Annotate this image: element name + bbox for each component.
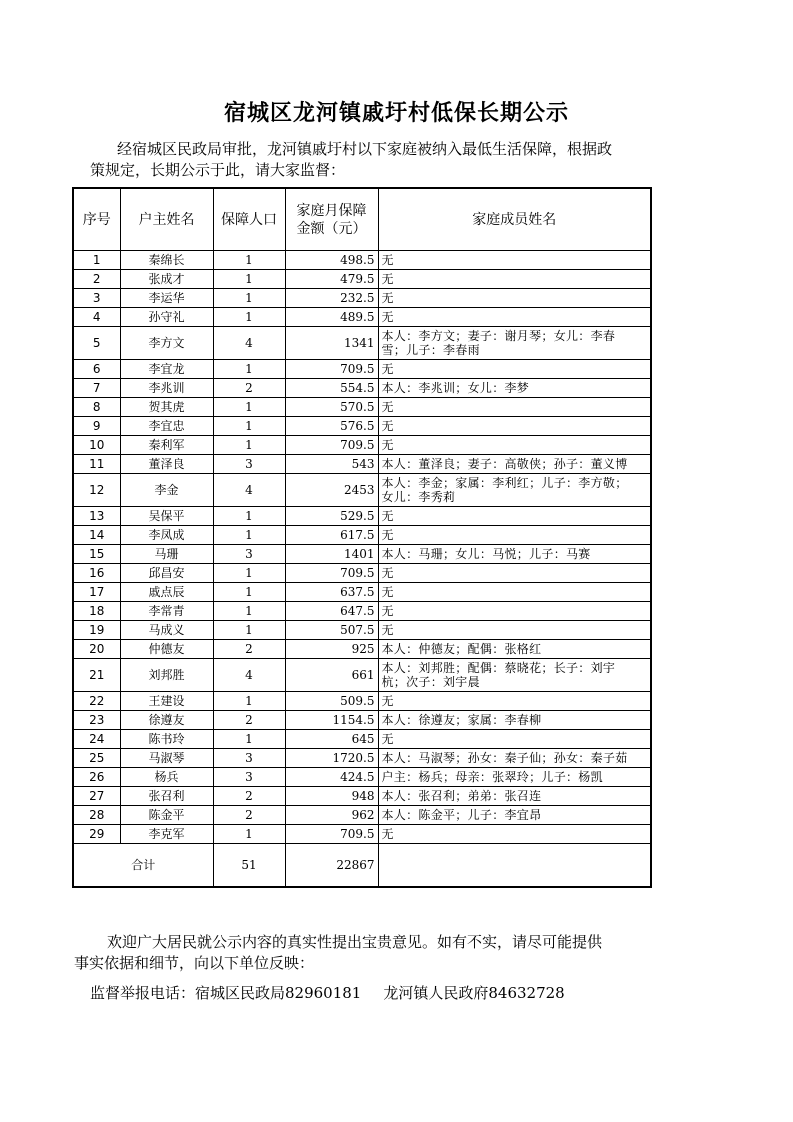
row-head-name: 刘邦胜 xyxy=(120,659,213,692)
row-members xyxy=(378,602,651,621)
row-amount: 479.5 xyxy=(285,270,378,289)
row-members xyxy=(378,787,651,806)
header-amount-line-1: 家庭月保障 xyxy=(296,202,367,219)
row-index: 8 xyxy=(73,398,120,417)
header-amount-line-2: 金额（元） xyxy=(296,220,367,237)
total-amount: 22867 xyxy=(285,844,378,888)
row-index: 21 xyxy=(73,659,120,692)
page-title: 宿城区龙河镇戚圩村低保长期公示 xyxy=(223,100,569,126)
row-members-line-1: 无 xyxy=(381,694,394,708)
row-amount: 1341 xyxy=(285,327,378,360)
row-count: 4 xyxy=(213,327,285,360)
row-index: 23 xyxy=(73,711,120,730)
row-index: 22 xyxy=(73,692,120,711)
row-members xyxy=(378,327,651,360)
row-members xyxy=(378,379,651,398)
row-head-name: 邱昌安 xyxy=(120,564,213,583)
row-head-name: 仲德友 xyxy=(120,640,213,659)
table-row xyxy=(73,564,651,583)
row-head-name: 贺其虎 xyxy=(120,398,213,417)
row-index: 12 xyxy=(73,474,120,507)
total-members-empty xyxy=(378,844,651,888)
row-head-name: 李金 xyxy=(120,474,213,507)
row-amount: 576.5 xyxy=(285,417,378,436)
row-count: 1 xyxy=(213,526,285,545)
table-row xyxy=(73,730,651,749)
row-members xyxy=(378,289,651,308)
header-index: 序号 xyxy=(73,188,120,251)
row-members-line-2: 杭；次子：刘宇晨 xyxy=(381,675,480,689)
intro-paragraph xyxy=(90,139,660,181)
table-row xyxy=(73,455,651,474)
row-head-name: 马成义 xyxy=(120,621,213,640)
row-members-line-1: 本人：马淑琴；孙女：秦子仙；孙女：秦子茹 xyxy=(381,751,628,765)
row-members-line-1: 本人：马珊；女儿：马悦；儿子：马赛 xyxy=(381,547,591,561)
row-count: 3 xyxy=(213,455,285,474)
row-amount: 1401 xyxy=(285,545,378,564)
intro-line-1: 经宿城区民政局审批，龙河镇戚圩村以下家庭被纳入最低生活保障，根据政 xyxy=(117,140,613,158)
row-amount: 489.5 xyxy=(285,308,378,327)
table-row xyxy=(73,825,651,844)
row-amount: 637.5 xyxy=(285,583,378,602)
row-index: 14 xyxy=(73,526,120,545)
table-row xyxy=(73,360,651,379)
row-count: 1 xyxy=(213,730,285,749)
row-head-name: 李宜龙 xyxy=(120,360,213,379)
table-row xyxy=(73,749,651,768)
row-amount: 709.5 xyxy=(285,564,378,583)
row-index: 3 xyxy=(73,289,120,308)
row-members-line-1: 无 xyxy=(381,509,394,523)
row-members-line-1: 无 xyxy=(381,585,394,599)
row-count: 2 xyxy=(213,806,285,825)
row-index: 18 xyxy=(73,602,120,621)
row-count: 1 xyxy=(213,417,285,436)
row-amount: 543 xyxy=(285,455,378,474)
table-row xyxy=(73,474,651,507)
row-members-line-1: 无 xyxy=(381,732,394,746)
header-count: 保障人口 xyxy=(213,188,285,251)
row-head-name: 李常青 xyxy=(120,602,213,621)
row-count: 4 xyxy=(213,659,285,692)
row-index: 28 xyxy=(73,806,120,825)
row-members-line-1: 无 xyxy=(381,310,394,324)
row-index: 15 xyxy=(73,545,120,564)
row-index: 11 xyxy=(73,455,120,474)
row-members-line-1: 本人：李兆训；女儿：李梦 xyxy=(381,381,530,395)
row-head-name: 李凤成 xyxy=(120,526,213,545)
row-amount: 1154.5 xyxy=(285,711,378,730)
row-members xyxy=(378,474,651,507)
feedback-line-2: 事实依据和细节，向以下单位反映： xyxy=(74,954,315,972)
row-head-name: 秦利军 xyxy=(120,436,213,455)
row-head-name: 孙守礼 xyxy=(120,308,213,327)
row-members xyxy=(378,583,651,602)
row-members-line-1: 无 xyxy=(381,253,394,267)
row-amount: 962 xyxy=(285,806,378,825)
row-members xyxy=(378,825,651,844)
row-members xyxy=(378,455,651,474)
row-count: 2 xyxy=(213,711,285,730)
header-head-name: 户主姓名 xyxy=(120,188,213,251)
row-members-line-1: 本人：李金；家属：李利红；儿子：李方敬； xyxy=(381,476,628,490)
row-index: 7 xyxy=(73,379,120,398)
row-count: 1 xyxy=(213,436,285,455)
row-members-line-1: 无 xyxy=(381,623,394,637)
row-head-name: 秦绵长 xyxy=(120,251,213,270)
row-count: 1 xyxy=(213,602,285,621)
table-row xyxy=(73,711,651,730)
row-amount: 507.5 xyxy=(285,621,378,640)
row-index: 10 xyxy=(73,436,120,455)
row-head-name: 吴保平 xyxy=(120,507,213,526)
row-members-line-1: 无 xyxy=(381,419,394,433)
row-amount: 709.5 xyxy=(285,436,378,455)
row-amount: 1720.5 xyxy=(285,749,378,768)
row-count: 2 xyxy=(213,640,285,659)
row-count: 1 xyxy=(213,621,285,640)
row-head-name: 张成才 xyxy=(120,270,213,289)
row-count: 1 xyxy=(213,692,285,711)
table-row xyxy=(73,379,651,398)
row-index: 9 xyxy=(73,417,120,436)
row-index: 2 xyxy=(73,270,120,289)
row-amount: 645 xyxy=(285,730,378,749)
feedback-line-1: 欢迎广大居民就公示内容的真实性提出宝贵意见。如有不实，请尽可能提供 xyxy=(107,933,603,951)
row-members-line-1: 本人：陈金平；儿子：李宜昂 xyxy=(381,808,542,822)
table-row xyxy=(73,692,651,711)
row-members xyxy=(378,308,651,327)
row-head-name: 李兆训 xyxy=(120,379,213,398)
row-members-line-1: 无 xyxy=(381,438,394,452)
row-members xyxy=(378,526,651,545)
row-index: 17 xyxy=(73,583,120,602)
row-amount: 570.5 xyxy=(285,398,378,417)
recipient-table xyxy=(72,187,652,888)
row-members-line-1: 无 xyxy=(381,566,394,580)
row-head-name: 李宜忠 xyxy=(120,417,213,436)
row-members xyxy=(378,507,651,526)
row-amount: 509.5 xyxy=(285,692,378,711)
row-amount: 529.5 xyxy=(285,507,378,526)
table-row xyxy=(73,251,651,270)
row-members-line-2: 雪；儿子：李春雨 xyxy=(381,343,480,357)
row-index: 6 xyxy=(73,360,120,379)
row-members xyxy=(378,692,651,711)
row-members xyxy=(378,545,651,564)
row-head-name: 马淑琴 xyxy=(120,749,213,768)
row-index: 13 xyxy=(73,507,120,526)
table-row xyxy=(73,640,651,659)
total-count: 51 xyxy=(213,844,285,888)
row-members-line-1: 无 xyxy=(381,528,394,542)
row-head-name: 李运华 xyxy=(120,289,213,308)
row-count: 2 xyxy=(213,379,285,398)
row-count: 1 xyxy=(213,270,285,289)
row-members-line-1: 本人：仲德友；配偶：张格红 xyxy=(381,642,542,656)
row-amount: 647.5 xyxy=(285,602,378,621)
row-amount: 2453 xyxy=(285,474,378,507)
row-amount: 709.5 xyxy=(285,825,378,844)
feedback-paragraph xyxy=(74,932,660,974)
row-members-line-1: 无 xyxy=(381,604,394,618)
table-row xyxy=(73,270,651,289)
row-amount: 948 xyxy=(285,787,378,806)
row-count: 1 xyxy=(213,564,285,583)
intro-line-2: 策规定，长期公示于此，请大家监督： xyxy=(90,161,346,179)
row-count: 1 xyxy=(213,251,285,270)
row-amount: 424.5 xyxy=(285,768,378,787)
row-members-line-1: 本人：李方文；妻子：谢月琴；女儿：李春 xyxy=(381,329,616,343)
table-body xyxy=(73,251,651,844)
contact-civil-affairs: 监督举报电话：宿城区民政局82960181 xyxy=(90,984,362,1002)
table-row xyxy=(73,602,651,621)
row-members-line-1: 本人：董泽良；妻子：高敬侠；孙子：董义博 xyxy=(381,457,628,471)
row-amount: 925 xyxy=(285,640,378,659)
row-members-line-1: 本人：刘邦胜；配偶：蔡晓花；长子：刘宇 xyxy=(381,661,616,675)
table-row xyxy=(73,308,651,327)
table-row xyxy=(73,507,651,526)
row-count: 1 xyxy=(213,360,285,379)
header-amount xyxy=(285,188,378,251)
row-members xyxy=(378,621,651,640)
table-row xyxy=(73,787,651,806)
row-members-line-1: 无 xyxy=(381,291,394,305)
row-index: 25 xyxy=(73,749,120,768)
row-head-name: 张召利 xyxy=(120,787,213,806)
row-head-name: 李方文 xyxy=(120,327,213,360)
table-row xyxy=(73,526,651,545)
table-row xyxy=(73,398,651,417)
row-members-line-1: 无 xyxy=(381,362,394,376)
row-members-line-1: 无 xyxy=(381,400,394,414)
row-members xyxy=(378,360,651,379)
table-row xyxy=(73,436,651,455)
row-head-name: 李克军 xyxy=(120,825,213,844)
row-count: 1 xyxy=(213,398,285,417)
row-members xyxy=(378,730,651,749)
row-count: 1 xyxy=(213,507,285,526)
row-members xyxy=(378,749,651,768)
table-row xyxy=(73,289,651,308)
row-members-line-2: 女儿：李秀莉 xyxy=(381,490,456,504)
row-index: 26 xyxy=(73,768,120,787)
row-count: 2 xyxy=(213,787,285,806)
row-count: 4 xyxy=(213,474,285,507)
row-count: 3 xyxy=(213,545,285,564)
row-head-name: 戚点辰 xyxy=(120,583,213,602)
row-amount: 617.5 xyxy=(285,526,378,545)
row-count: 1 xyxy=(213,289,285,308)
row-count: 1 xyxy=(213,825,285,844)
row-members xyxy=(378,640,651,659)
contact-town-government: 龙河镇人民政府84632728 xyxy=(383,984,565,1002)
row-index: 4 xyxy=(73,308,120,327)
row-members xyxy=(378,768,651,787)
table-row xyxy=(73,768,651,787)
row-members-line-1: 本人：张召利；弟弟：张召连 xyxy=(381,789,542,803)
table-header-row xyxy=(73,188,651,251)
row-head-name: 陈金平 xyxy=(120,806,213,825)
table-row xyxy=(73,327,651,360)
table-row xyxy=(73,806,651,825)
row-members xyxy=(378,436,651,455)
row-count: 3 xyxy=(213,768,285,787)
table-row xyxy=(73,583,651,602)
row-index: 1 xyxy=(73,251,120,270)
table-row xyxy=(73,545,651,564)
row-members xyxy=(378,398,651,417)
row-count: 1 xyxy=(213,308,285,327)
row-members xyxy=(378,270,651,289)
row-amount: 661 xyxy=(285,659,378,692)
table-row xyxy=(73,659,651,692)
row-head-name: 董泽良 xyxy=(120,455,213,474)
row-members-line-1: 本人：徐遵友；家属：李春柳 xyxy=(381,713,542,727)
row-index: 19 xyxy=(73,621,120,640)
contact-line xyxy=(90,982,565,1003)
row-members-line-1: 无 xyxy=(381,827,394,841)
row-amount: 709.5 xyxy=(285,360,378,379)
row-members xyxy=(378,806,651,825)
row-index: 20 xyxy=(73,640,120,659)
row-head-name: 陈书玲 xyxy=(120,730,213,749)
row-count: 3 xyxy=(213,749,285,768)
row-members xyxy=(378,251,651,270)
row-members xyxy=(378,564,651,583)
table-row xyxy=(73,417,651,436)
total-row xyxy=(73,844,651,888)
row-amount: 554.5 xyxy=(285,379,378,398)
row-head-name: 徐遵友 xyxy=(120,711,213,730)
row-count: 1 xyxy=(213,583,285,602)
row-amount: 232.5 xyxy=(285,289,378,308)
row-amount: 498.5 xyxy=(285,251,378,270)
row-head-name: 杨兵 xyxy=(120,768,213,787)
row-index: 24 xyxy=(73,730,120,749)
row-members xyxy=(378,659,651,692)
table-row xyxy=(73,621,651,640)
row-members-line-1: 无 xyxy=(381,272,394,286)
row-members xyxy=(378,711,651,730)
row-members xyxy=(378,417,651,436)
row-head-name: 马珊 xyxy=(120,545,213,564)
row-members-line-1: 户主：杨兵；母亲：张翠玲；儿子：杨凯 xyxy=(381,770,603,784)
total-label: 合计 xyxy=(73,844,213,888)
row-index: 5 xyxy=(73,327,120,360)
row-index: 27 xyxy=(73,787,120,806)
row-index: 29 xyxy=(73,825,120,844)
row-index: 16 xyxy=(73,564,120,583)
header-members: 家庭成员姓名 xyxy=(378,188,651,251)
row-head-name: 王建设 xyxy=(120,692,213,711)
